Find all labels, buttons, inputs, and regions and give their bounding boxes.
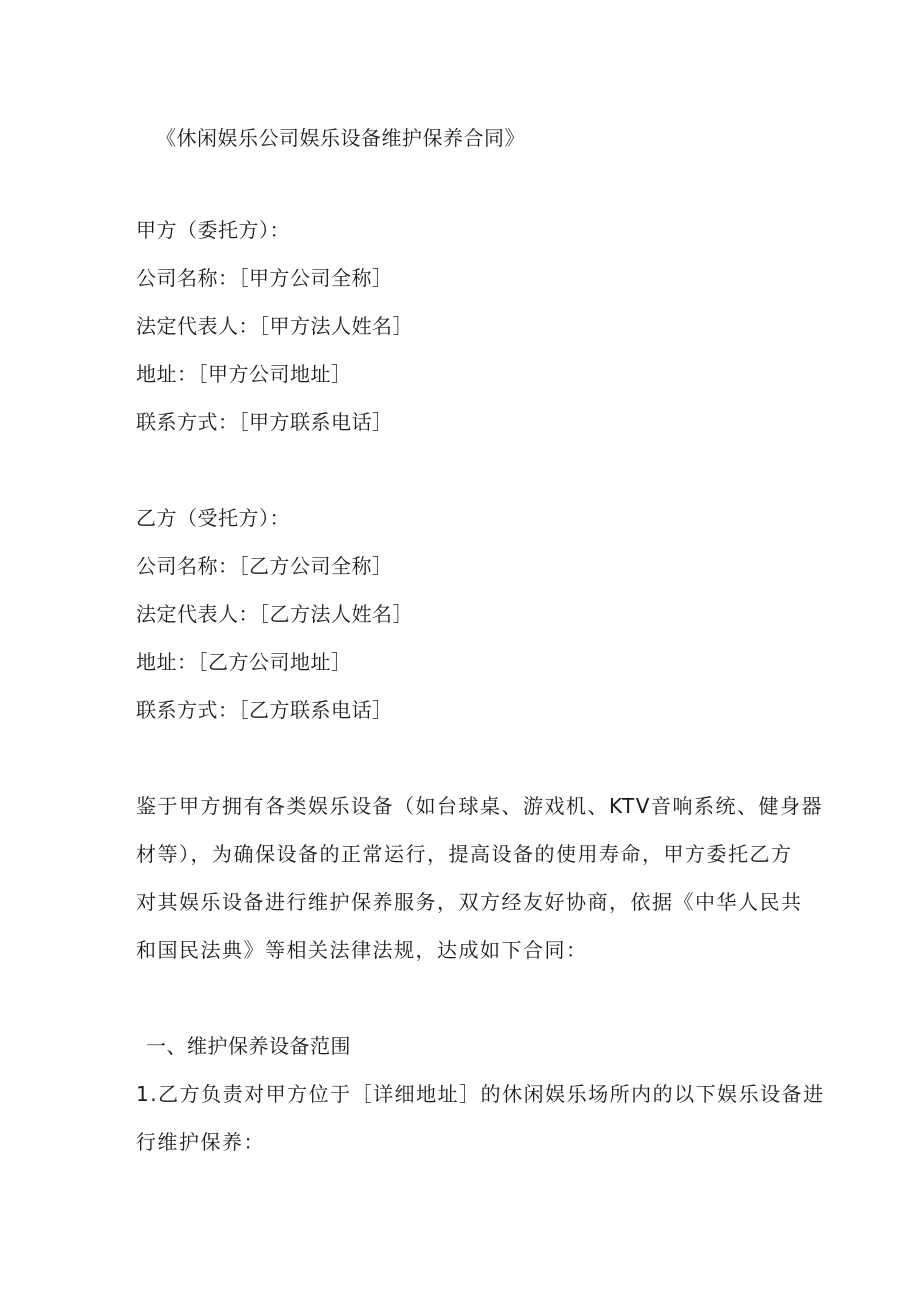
section-1-heading: 一、维护保养设备范围	[146, 1034, 351, 1058]
party-a-company: 公司名称：［甲方公司全称］	[136, 266, 393, 290]
party-b-address: 地址：［乙方公司地址］	[136, 650, 352, 674]
preamble-line: 和国民法典》等相关法律法规，达成如下合同：	[136, 938, 588, 962]
party-a-address: 地址：［甲方公司地址］	[136, 362, 352, 386]
preamble-line: 对其娱乐设备进行维护保养服务，双方经友好协商，依据《中华人民共	[136, 890, 803, 914]
clause-1-paragraph	[136, 1070, 825, 1166]
contract-title: 《休闲娱乐公司娱乐设备维护保养合同》	[156, 126, 525, 150]
preamble-paragraph	[136, 782, 823, 974]
party-b-contact: 联系方式：［乙方联系电话］	[136, 698, 393, 722]
party-a-heading: 甲方（委托方）：	[136, 218, 290, 242]
clause-1-line: 行维护保养：	[136, 1130, 265, 1154]
party-b-representative: 法定代表人：［乙方法人姓名］	[136, 602, 413, 626]
party-a-representative: 法定代表人：［甲方法人姓名］	[136, 314, 413, 338]
preamble-line: 鉴于甲方拥有各类娱乐设备（如台球桌、游戏机、KTV音响系统、健身器	[136, 794, 823, 818]
preamble-line: 材等），为确保设备的正常运行，提高设备的使用寿命，甲方委托乙方	[136, 842, 793, 866]
party-b-company: 公司名称：［乙方公司全称］	[136, 554, 393, 578]
clause-1-line: 1.乙方负责对甲方位于［详细地址］的休闲娱乐场所内的以下娱乐设备进	[136, 1082, 825, 1106]
party-b-heading: 乙方（受托方）：	[136, 506, 290, 530]
party-a-contact: 联系方式：［甲方联系电话］	[136, 410, 393, 434]
